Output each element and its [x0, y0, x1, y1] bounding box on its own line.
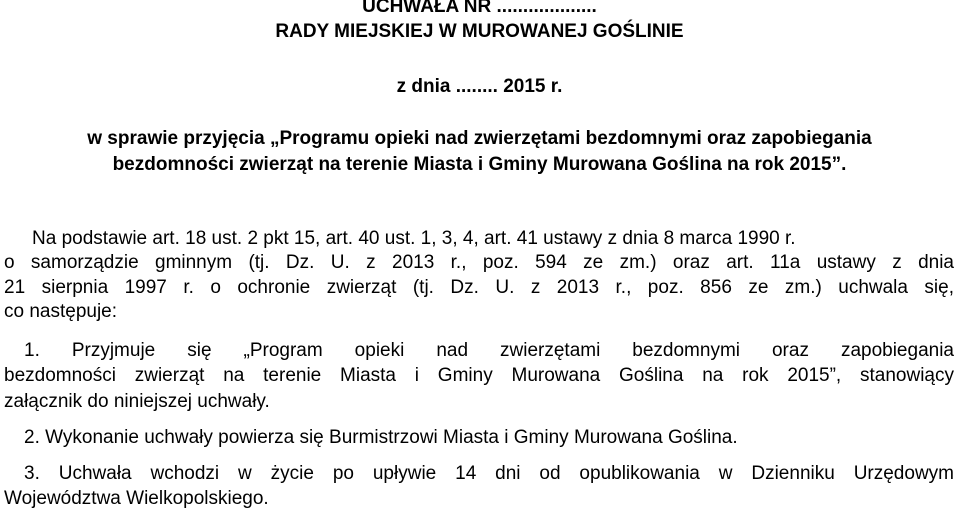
paragraph-2: 2. Wykonanie uchwały powierza się Burmistrzowi Miasta i Gminy Murowana Goślina.	[24, 427, 738, 448]
council-name: RADY MIEJSKIEJ W MUROWANEJ GOŚLINIE	[275, 21, 684, 42]
subject-line-1: w sprawie przyjęcia „Programu opieki nad zwierzętami bezdomnymi oraz zapobiegania	[87, 128, 872, 149]
paragraph-1-line-1: 1. Przyjmuje się „Program opieki nad zwierzętami bezdomnymi oraz zapobiegania	[24, 340, 954, 361]
paragraph-3-line-2: Województwa Wielkopolskiego.	[4, 488, 269, 509]
paragraph-3-line-1: 3. Uchwała wchodzi w życie po upływie 14 dni od opublikowania w Dzienniku Urzędowym	[24, 463, 954, 484]
preamble-line-1: Na podstawie art. 18 ust. 2 pkt 15, art. 40 ust. 1, 3, 4, art. 41 ustawy z dnia 8 marca 1990 r.	[32, 228, 796, 249]
paragraph-1-line-2: bezdomności zwierząt na terenie Miasta i Gminy Murowana Goślina na rok 2015”, stanowiący	[4, 365, 954, 386]
subject-line-2: bezdomności zwierząt na terenie Miasta i Gminy Murowana Goślina na rok 2015”.	[112, 154, 847, 175]
resolution-title: UCHWAŁA NR ...................	[362, 0, 597, 17]
paragraph-1-line-3: załącznik do niniejszej uchwały.	[4, 391, 270, 412]
preamble-line-4: co następuje:	[4, 301, 118, 322]
preamble-line-2: o samorządzie gminnym (tj. Dz. U. z 2013 r., poz. 594 ze zm.) oraz art. 11a ustawy z dnia	[4, 252, 954, 273]
resolution-date: z dnia ........ 2015 r.	[396, 76, 563, 97]
preamble-line-3: 21 sierpnia 1997 r. o ochronie zwierząt (tj. Dz. U. z 2013 r., poz. 856 ze zm.) uchwala się,	[4, 277, 954, 298]
